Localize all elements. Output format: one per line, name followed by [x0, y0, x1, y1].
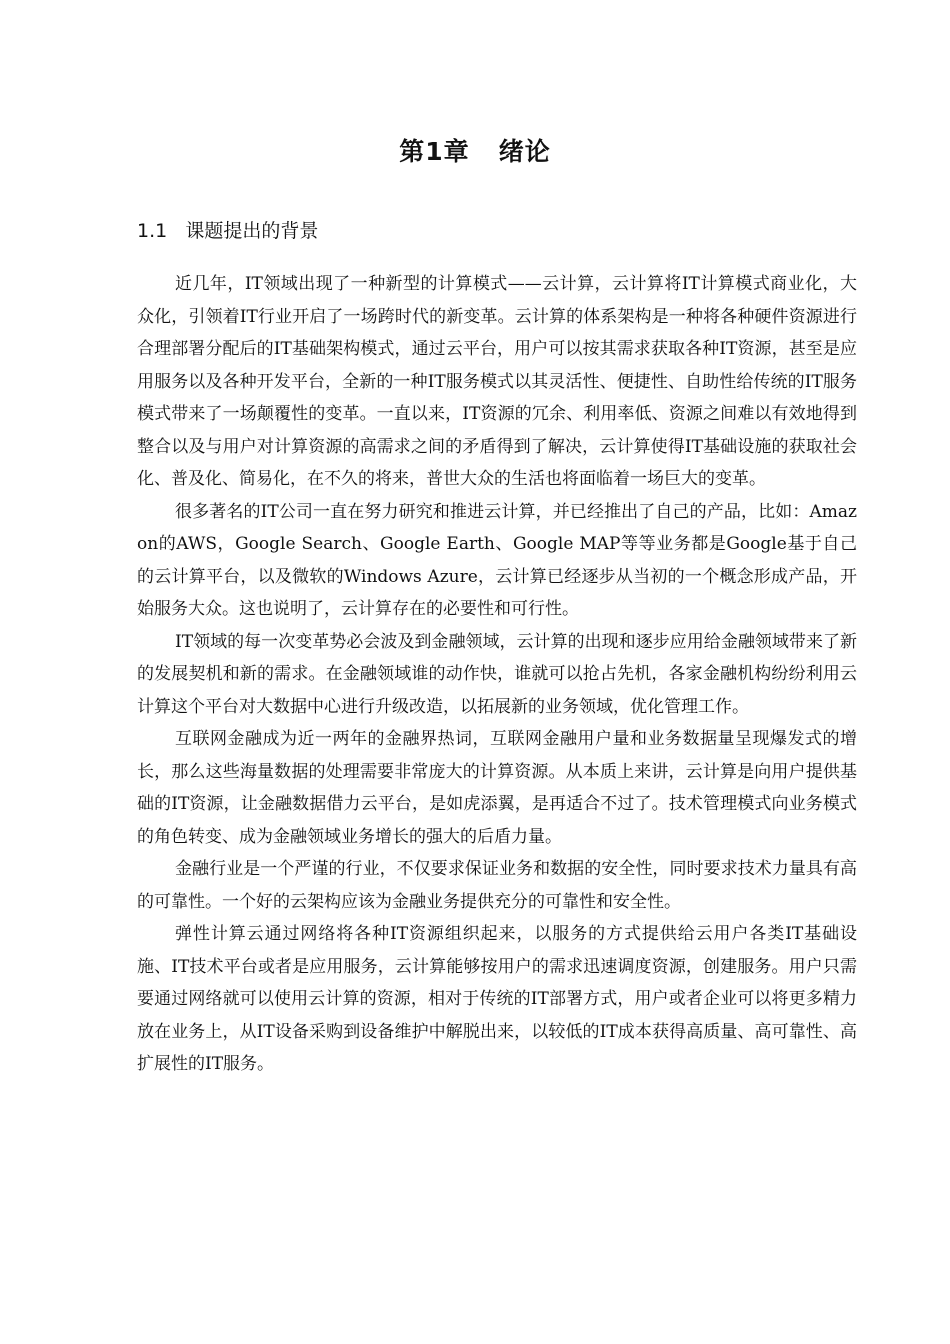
paragraph: 弹性计算云通过网络将各种IT资源组织起来，以服务的方式提供给云用户各类IT基础设施、IT技术平台或者是应用服务，云计算能够按用户的需求迅速调度资源，创建服务。用户只需要通过网络就可以使用云计算的资源，相对于传统的IT部署方式，用户或者企业可以将更多精力放在业务上，从IT设备采购到设备维护中解脱出来，以较低的IT成本获得高质量、高可靠性、高扩展性的IT服务。	[137, 924, 857, 1074]
paragraph: 金融行业是一个严谨的行业，不仅要求保证业务和数据的安全性，同时要求技术力量具有高的可靠性。一个好的云架构应该为金融业务提供充分的可靠性和安全性。	[137, 859, 857, 912]
chapter-title: 第1章 绪论	[399, 137, 551, 166]
paragraph: 互联网金融成为近一两年的金融界热词，互联网金融用户量和业务数据量呈现爆发式的增长，那么这些海量数据的处理需要非常庞大的计算资源。从本质上来讲，云计算是向用户提供基础的IT资源，让金融数据借力云平台，是如虎添翼，是再适合不过了。技术管理模式向业务模式的角色转变、成为金融领域业务增长的强大的后盾力量。	[137, 729, 857, 847]
paragraph: IT领域的每一次变革势必会波及到金融领域，云计算的出现和逐步应用给金融领域带来了新的发展契机和新的需求。在金融领域谁的动作快，谁就可以抢占先机，各家金融机构纷纷利用云计算这个平台对大数据中心进行升级改造，以拓展新的业务领域，优化管理工作。	[137, 631, 857, 717]
paragraph: 近几年，IT领域出现了一种新型的计算模式——云计算，云计算将IT计算模式商业化，大众化，引领着IT行业开启了一场跨时代的新变革。云计算的体系架构是一种将各种硬件资源进行合理部署分配后的IT基础架构模式，通过云平台，用户可以按其需求获取各种IT资源，甚至是应用服务以及各种开发平台，全新的一种IT服务模式以其灵活性、便捷性、自助性给传统的IT服务模式带来了一场颠覆性的变革。一直以来，IT资源的冗余、利用率低、资源之间难以有效地得到整合以及与用户对计算资源的高需求之间的矛盾得到了解决，云计算使得IT基础设施的获取社会化、普及化、简易化，在不久的将来，普世大众的生活也将面临着一场巨大的变革。	[137, 274, 857, 489]
body-text	[137, 268, 857, 1081]
section-title: 1.1 课题提出的背景	[137, 220, 319, 242]
paragraph: 很多著名的IT公司一直在努力研究和推进云计算，并已经推出了自己的产品，比如：Amazon的AWS，Google Search、Google Earth、Google MAP等等业务都是Google基于自己的云计算平台，以及微软的Windows Azure，云计算已经逐步从当初的一个概念形成产品，开始服务大众。这也说明了，云计算存在的必要性和可行性。	[137, 501, 857, 619]
